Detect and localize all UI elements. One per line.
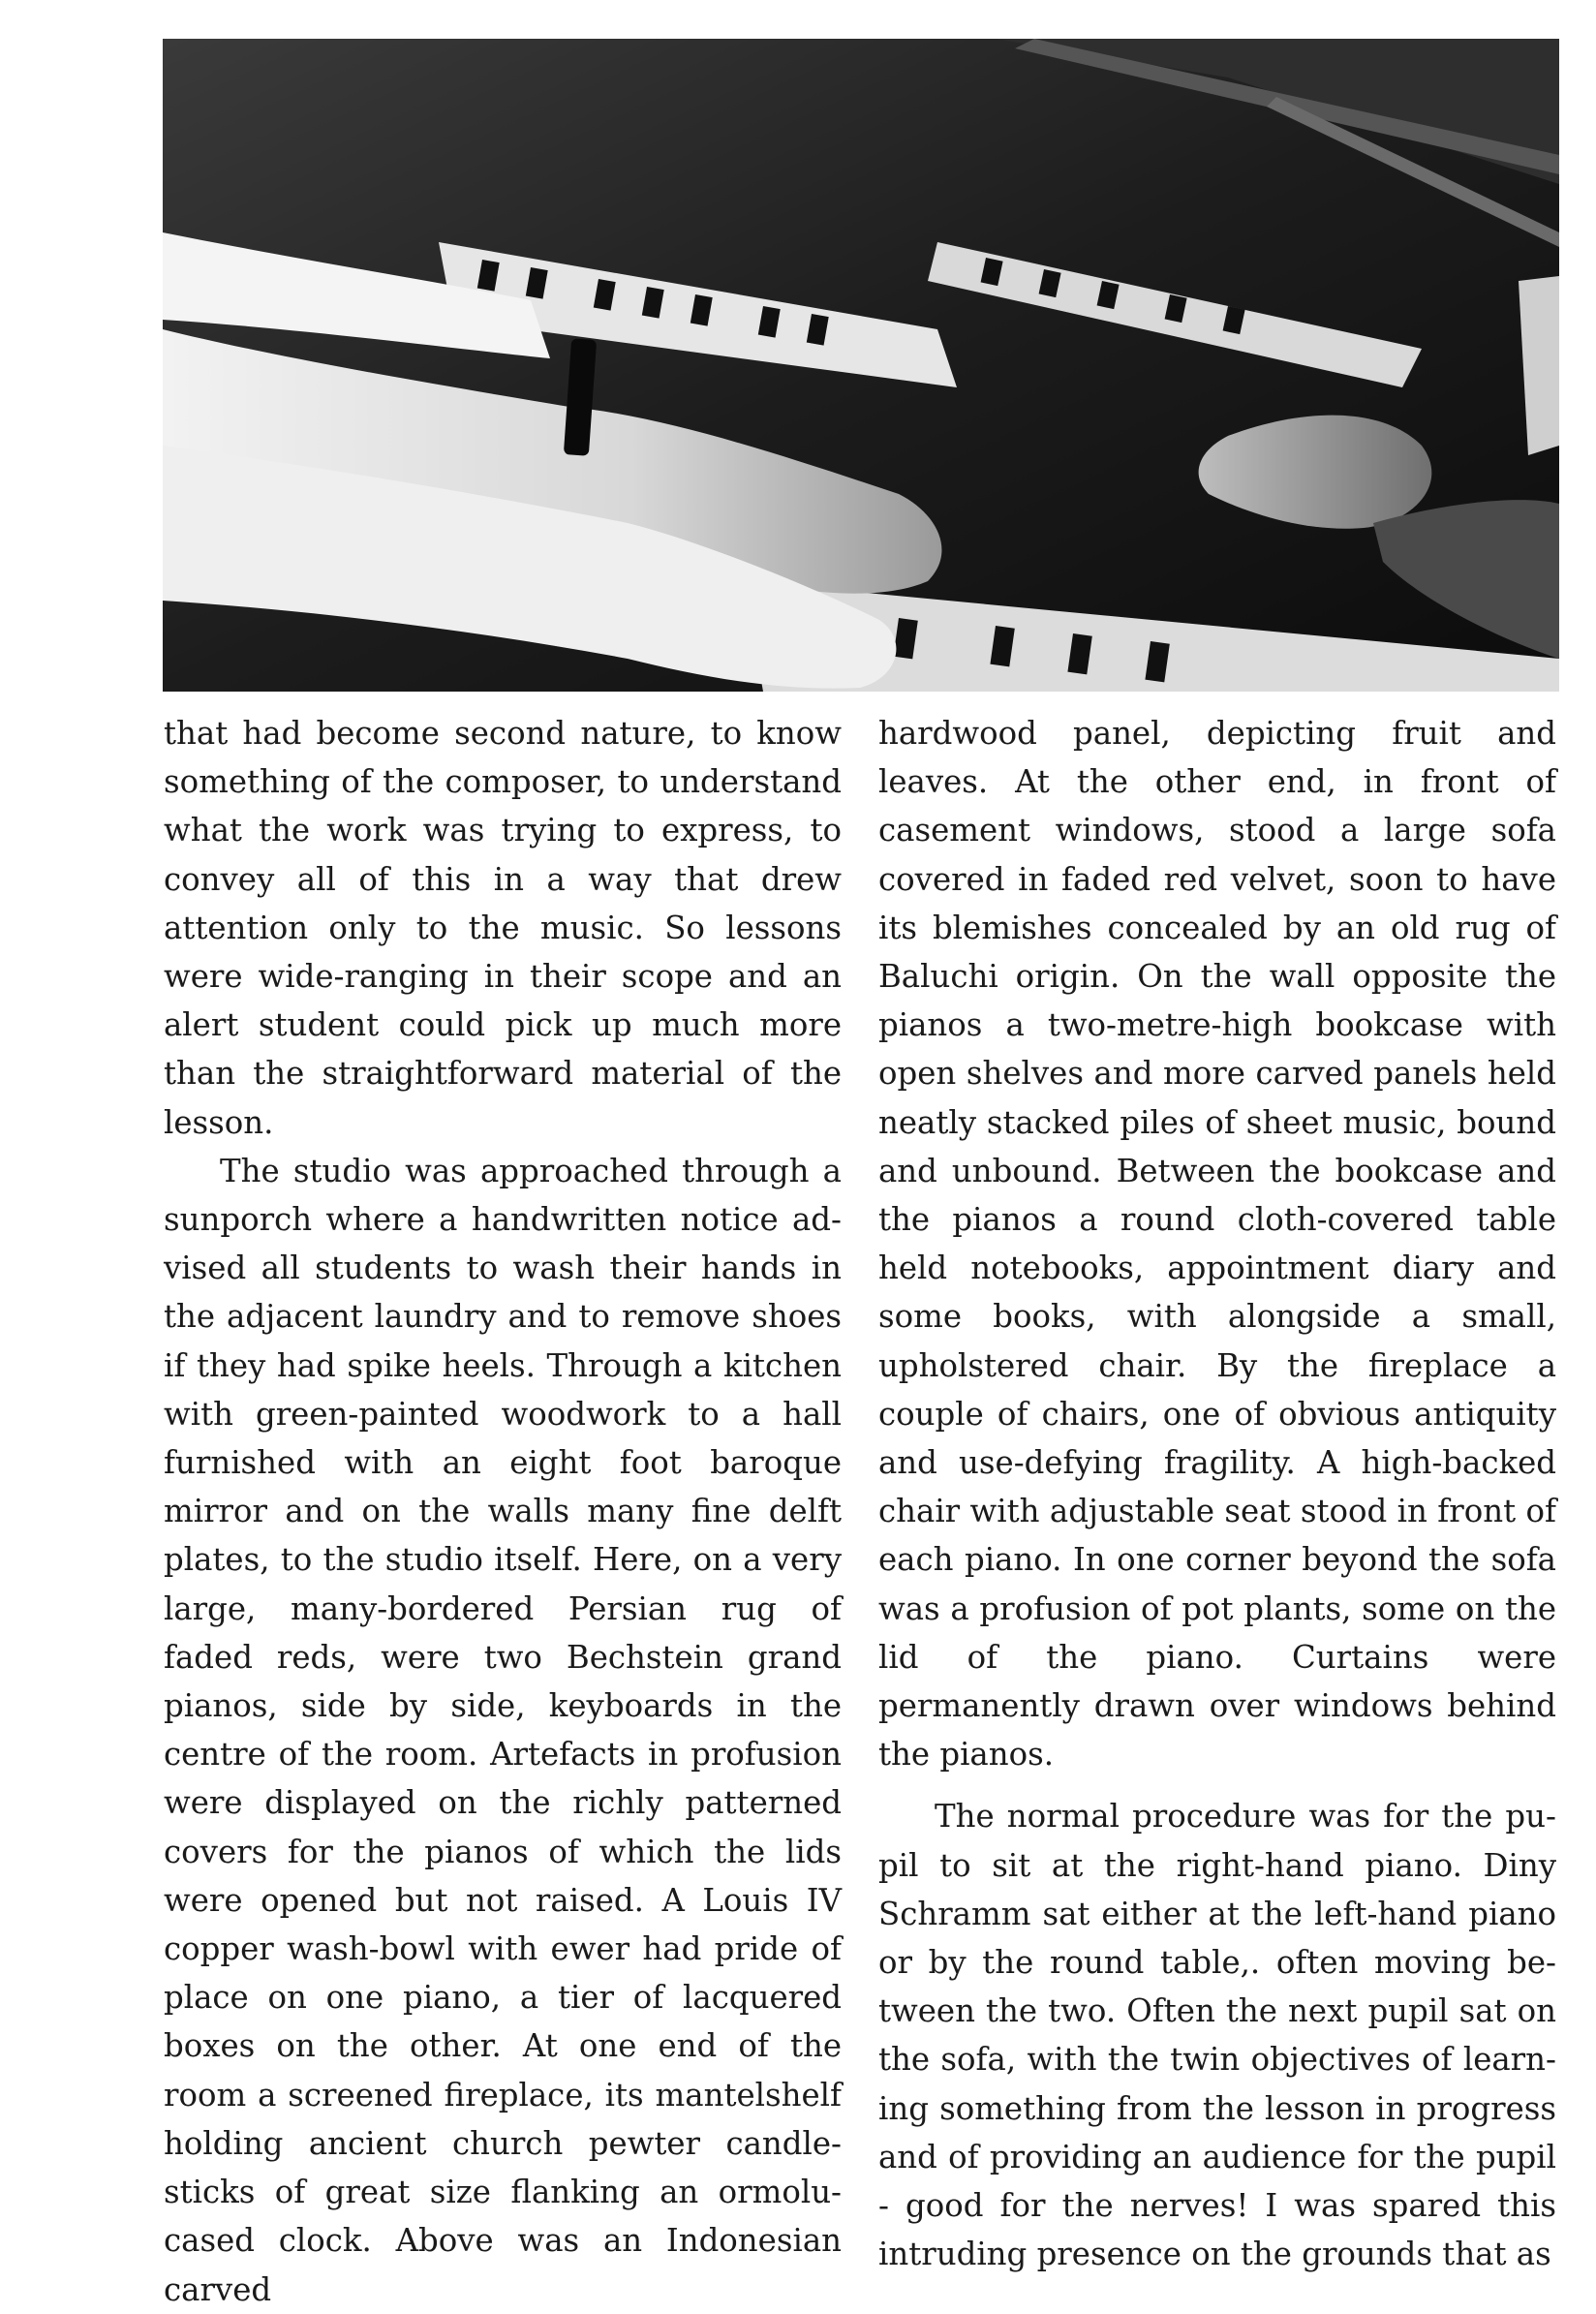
piano-photo-icon [163, 39, 1559, 692]
right-paragraph-1: hardwood panel, depicting fruit and leaves. At the other end, in front of casement windows, stood a large sofa covered in faded red velvet, soon to have its blemishes concealed by an old rug of Baluchi origin. On the wall opposite the pianos a two-metre-high bookcase with open shelves and more carved panels held neatly stacked piles of sheet music, bound and unbound. Between the bookcase and the pianos a round cloth-covered table held notebooks, appointment diary and some books, with alongside a small, upholstered chair. By the fireplace a couple of chairs, one of obvious antiquity and use-defying fragility. A high-backed chair with adjustable seat stood in front of each piano. In one corner beyond the sofa was a profusion of pot plants, some on the lid of the piano. Curtains were permanently drawn over windows behind the pianos. [878, 715, 1556, 1774]
left-text-column [164, 709, 842, 2314]
right-text-column [878, 709, 1556, 2279]
right-paragraph-2: The normal procedure was for the pupil to sit at the right-hand piano. Diny Schramm sat either at the left-hand piano or by the round table,. often moving between the two. Often the next pupil sat on the sofa, with the twin objectives of learning something from the lesson in progress and of providing an audience for the pupil - good for the nerves! I was spared this intruding presence on the grounds that as [878, 1798, 1556, 2273]
left-paragraph-2: The studio was approached through a sunporch where a handwritten notice advised all students to wash their hands in the adjacent laundry and to remove shoes if they had spike heels. Through a kitchen with green-painted woodwork to a hall furnished with an eight foot baroque mirror and on the walls many fine delft plates, to the studio itself. Here, on a very large, many-bordered Persian rug of faded reds, were two Bechstein grand pianos, side by side, keyboards in the centre of the room. Artefacts in profusion were displayed on the richly patterned covers for the pianos of which the lids were opened but not raised. A Louis IV copper wash-bowl with ewer had pride of place on one piano, a tier of lacquered boxes on the other. At one end of the room a screened fireplace, its mantelshelf holding ancient church pewter candlesticks of great size flanking an ormolu-cased clock. Above was an Indonesian carved [164, 1152, 842, 2308]
left-paragraph-1: that had become second nature, to know something of the composer, to understand what the work was trying to express, to convey all of this in a way that drew attention only to the music. So lessons were wide-ranging in their scope and an alert student could pick up much more than the straightforward material of the lesson. [164, 715, 842, 1141]
piano-hands-photo [163, 39, 1559, 692]
